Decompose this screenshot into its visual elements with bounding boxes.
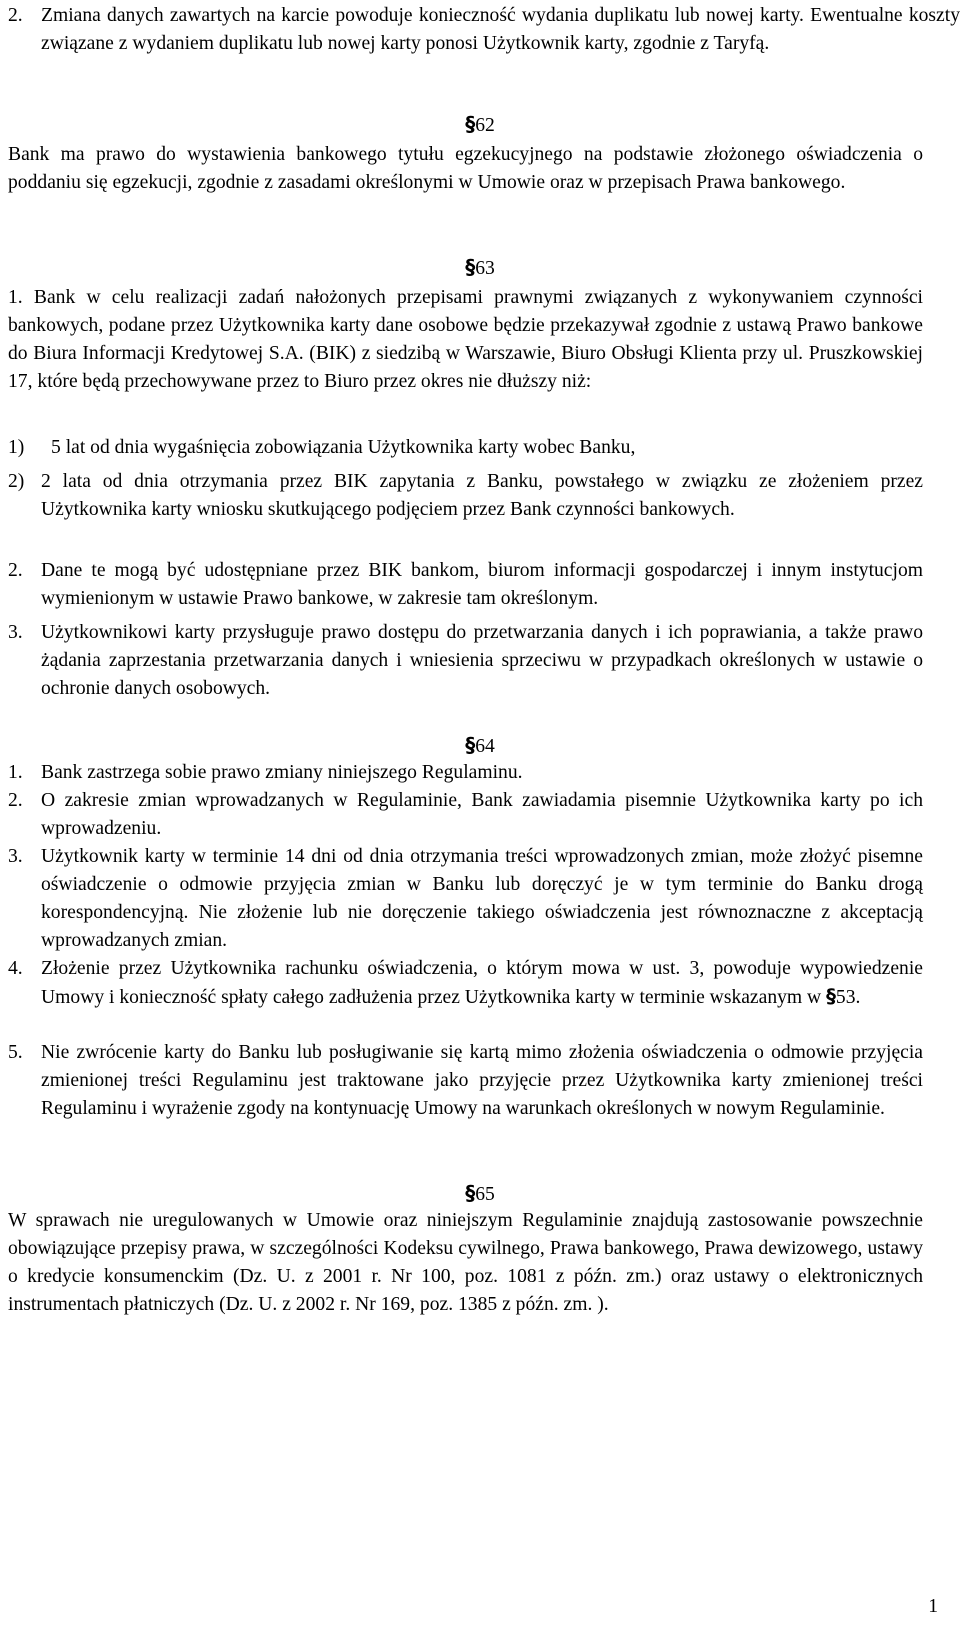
item-text: Dane te mogą być udostępniane przez BIK bankom, biurom informacji gospodarczej i innym instytucjom wymienionym w ustawie Prawo bankowe, w zakresie tam określonym. <box>41 560 923 609</box>
intro-item <box>0 2 960 58</box>
item-number: 3. <box>8 622 23 643</box>
section-63-sub-2 <box>0 468 923 524</box>
item-text: Bank w celu realizacji zadań nałożonych przepisami prawnymi związanych z wykonywaniem czynności bankowych, podane przez Użytkownika karty dane osobowe będzie przekazywał zgodnie z ustawą Prawo bankowe do Biura Informacji Kredytowej S.A. (BIK) z siedzibą w Warszawie, Biuro Obsługi Klienta przy ul. Pruszkowskiej 17, które będą przechowywane przez to Biuro przez okres nie dłuższy niż: <box>8 287 924 392</box>
paragraph: Bank ma prawo do wystawienia bankowego tytułu egzekucyjnego na podstawie złożonego oświadczenia o poddaniu się egzekucji, zgodnie z zasadami określonymi w Umowie oraz w przepisach Prawa bankowego. <box>8 144 923 193</box>
section-63-heading <box>0 253 960 283</box>
section-62-heading <box>0 110 960 140</box>
item-number: 3. <box>8 846 23 867</box>
item-text: Zmiana danych zawartych na karcie powoduje konieczność wydania duplikatu lub nowej karty. Ewentualne koszty związane z wydaniem duplikatu lub nowej karty ponosi Użytkownik karty, zgodnie z Taryfą. <box>41 5 960 54</box>
sub-text: 5 lat od dnia wygaśnięcia zobowiązania Użytkownika karty wobec Banku, <box>51 437 636 458</box>
section-number: 62 <box>475 115 495 136</box>
item-number: 4. <box>8 958 23 979</box>
paragraph: W sprawach nie uregulowanych w Umowie oraz niniejszym Regulaminie znajdują zastosowanie powszechnie obowiązujące przepisy prawa, w szczególności Kodeksu cywilnego, Prawa bankowego, Prawa dewizowego, ustawy o kredycie konsumenckim (Dz. U. z 2001 r. Nr 100, poz. 1081 z późn. zm.) oraz ustawy o elektronicznych instrumentach płatniczych (Dz. U. z 2002 r. Nr 169, poz. 1385 z późn. zm. ). <box>8 1210 923 1315</box>
section-63-item-2 <box>0 557 923 613</box>
item-text: Użytkownik karty w terminie 14 dni od dnia otrzymania treści wprowadzonych zmian, może złożyć pisemne oświadczenie o odmowie przyjęcia zmian w Banku lub doręczyć je w tym terminie do Banku drogą korespondencyjną. Nie złożenie lub nie doręczenie takiego oświadczenia jest równoznaczne z akceptacją wprowadzanych zmian. <box>41 846 923 951</box>
reference-section-sign: § <box>826 985 836 1008</box>
item-text: Nie zwrócenie karty do Banku lub posługiwanie się kartą mimo złożenia oświadczenia o odmowie przyjęcia zmienionej treści Regulaminu jest traktowane jako przyjęcie przez Użytkownika karty zmienionej treści Regulaminu i wyrażenie zgody na kontynuację Umowy na warunkach określonych w nowym Regulaminie. <box>41 1042 923 1119</box>
reference-number: 53. <box>835 987 861 1008</box>
section-64-item-2 <box>0 787 923 843</box>
section-64-item-3 <box>0 843 923 955</box>
section-64-item-1 <box>0 759 923 787</box>
section-63-item-3 <box>0 619 923 703</box>
sub-text: 2 lata od dnia otrzymania przez BIK zapytania z Banku, powstałego w związku ze złożeniem przez Użytkownika karty wniosku skutkującego podjęciem przez Bank czynności bankowych. <box>41 471 923 520</box>
item-text: O zakresie zmian wprowadzanych w Regulaminie, Bank zawiadamia pisemnie Użytkownika karty po ich wprowadzeniu. <box>41 790 923 839</box>
section-63-sub-1 <box>0 434 923 462</box>
item-number: 2. <box>8 560 23 581</box>
section-sign: § <box>465 112 476 136</box>
item-number: 2. <box>8 5 23 26</box>
item-number: 2. <box>8 790 23 811</box>
section-sign: § <box>465 733 476 757</box>
item-text: Złożenie przez Użytkownika rachunku oświadczenia, o którym mowa w ust. 3, powoduje wypowiedzenie Umowy i konieczność spłaty całego zadłużenia przez Użytkownika karty w terminie wskazanym w <box>41 958 923 1008</box>
section-sign: § <box>465 1181 476 1205</box>
sub-number: 1) <box>8 437 25 458</box>
section-65-text <box>8 1207 923 1319</box>
section-number: 64 <box>475 736 495 757</box>
section-number: 63 <box>475 258 495 279</box>
section-62-text <box>8 141 923 197</box>
item-number: 1. <box>8 287 23 308</box>
section-65-heading <box>0 1179 960 1209</box>
section-sign: § <box>465 255 476 279</box>
section-number: 65 <box>475 1184 495 1205</box>
section-64-item-5 <box>0 1039 923 1123</box>
sub-number: 2) <box>8 471 25 492</box>
section-63-item-1 <box>8 284 923 396</box>
page-number: 1 <box>928 1596 938 1617</box>
section-64-item-4 <box>0 955 923 1012</box>
item-number: 5. <box>8 1042 23 1063</box>
item-text: Bank zastrzega sobie prawo zmiany niniejszego Regulaminu. <box>41 762 523 783</box>
item-number: 1. <box>8 762 23 783</box>
section-64-heading <box>0 731 960 761</box>
item-text: Użytkownikowi karty przysługuje prawo dostępu do przetwarzania danych i ich poprawiania, a także prawo żądania zaprzestania przetwarzania danych i wniesienia sprzeciwu w przypadkach określonych w ustawie o ochronie danych osobowych. <box>41 622 923 699</box>
